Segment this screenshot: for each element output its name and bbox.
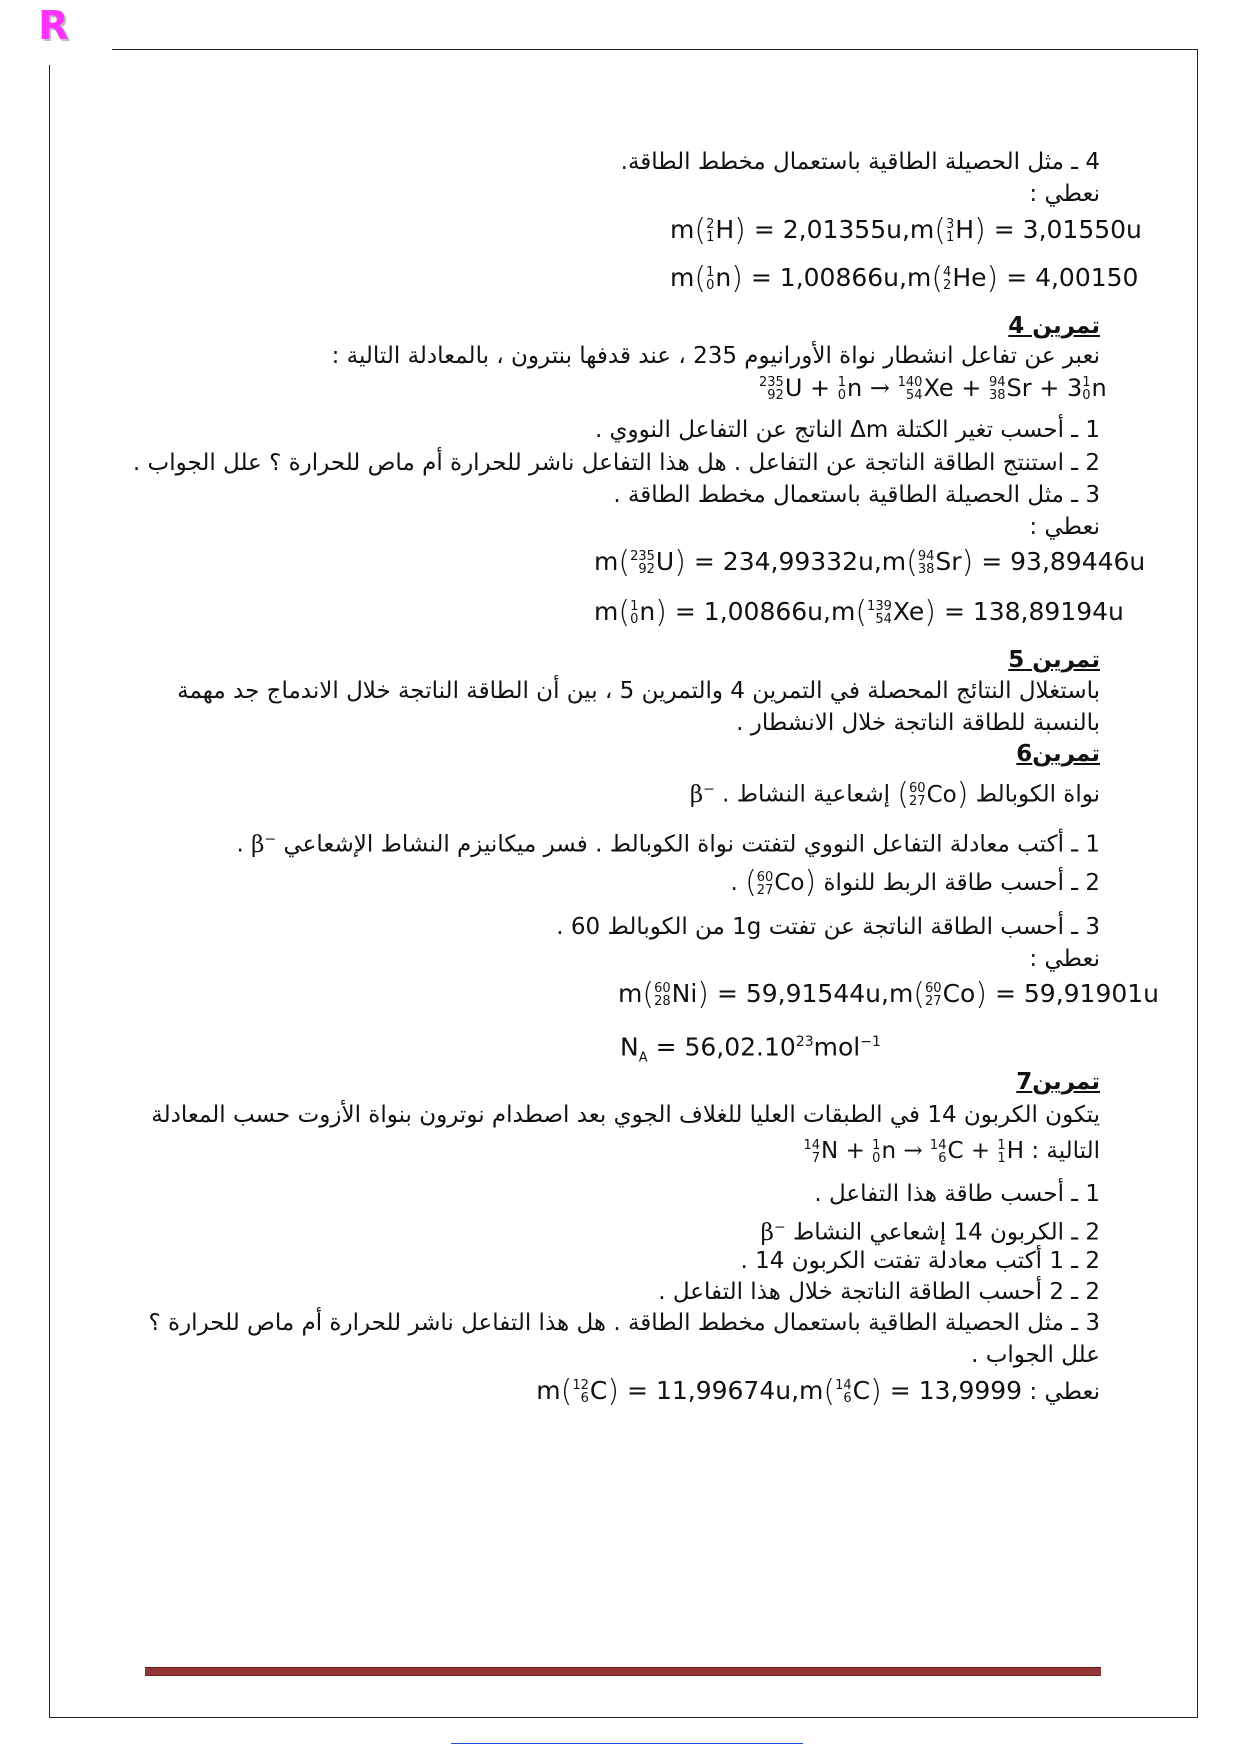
mass-equation-h: m( 2 1 H) = 2,01355u,m( 3 1 H) = 3,01550u: [670, 213, 1142, 248]
given-label: نعطي :: [1029, 946, 1100, 972]
exercise7-line2: التالية : 14 7 N + 1 0 n → 14 6 C + 1 1 H: [803, 1137, 1100, 1166]
mass-equation-n-he: m( 1 0 n) = 1,00866u,m( 4 2 He) = 4,00150: [670, 261, 1139, 296]
exercise5-line1: باستغلال النتائج المحصلة في التمرين 4 والتمرين 5 ، بين أن الطاقة الناتجة خلال الاندماج جد مهمة: [177, 678, 1100, 704]
left-border: [49, 65, 50, 1718]
exercise4-intro: نعبر عن تفاعل انشطار نواة الأورانيوم 235 ، عند قدفها بنترون ، بالمعادلة التالية :: [331, 343, 1100, 369]
exercise7-title: تمرين7: [1016, 1069, 1100, 1095]
mass-equation-ni-co: m( 60 28 Ni) = 59,91544u,m( 60 27 Co) = 59,91901u: [618, 977, 1160, 1012]
exercise4-question2: 2 ـ استنتج الطاقة الناتجة عن التفاعل . هل هذا التفاعل ناشر للحرارة أم ماص للحرارة ؟ علل الجواب .: [132, 450, 1100, 476]
exercise6-intro: نواة الكوبالط ( 60 27 Co) إشعاعية النشاط . β−: [689, 776, 1100, 812]
avogadro-constant: $N_A = 56,02.10^{23}mol^{-1}$: [620, 1032, 881, 1066]
footer-rule: [145, 1667, 1101, 1676]
bottom-border: [49, 1717, 1198, 1718]
given-label: نعطي :: [1029, 181, 1100, 207]
exercise6-question3: 3 ـ أحسب الطاقة الناتجة عن تفتت 1g من الكوبالط 60 .: [556, 914, 1100, 940]
fission-equation: 235 92 U + 1 0 n → 140 54 Xe + 94 38 Sr + 3 1 0 n: [759, 374, 1107, 403]
exercise5-line2: بالنسبة للطاقة الناتجة خلال الانشطار .: [736, 710, 1100, 736]
exercise7-question3-line2: علل الجواب .: [971, 1342, 1100, 1368]
exercise7-question2-2: 2 ـ 2 أحسب الطاقة الناتجة خلال هذا التفاعل .: [658, 1279, 1100, 1305]
top-border: [112, 49, 1198, 50]
exercise7-question2-1: 2 ـ 1 أكتب معادلة تفتت الكربون 14 .: [740, 1248, 1100, 1274]
logo-r: R: [38, 3, 69, 49]
exercise5-title: تمرين 5: [1008, 647, 1100, 673]
exercise4-question3: 3 ـ مثل الحصيلة الطاقية باستعمال مخطط الطاقة .: [613, 482, 1100, 508]
mass-equation-n-xe: m( 1 0 n) = 1,00866u,m( 139 54 Xe) = 138,89194u: [594, 595, 1124, 630]
exercise4-question1: 1 ـ أحسب تغير الكتلة Δm الناتج عن التفاعل النووي .: [594, 417, 1100, 443]
exercise6-question2: 2 ـ أحسب طاقة الربط للنواة ( 60 27 Co) .: [730, 865, 1100, 900]
exercise4-title: تمرين 4: [1008, 313, 1100, 339]
exercise7-question3-line1: 3 ـ مثل الحصيلة الطاقية باستعمال مخطط الطاقة . هل هذا التفاعل ناشر للحرارة أم ماص للحرارة ؟: [148, 1310, 1100, 1336]
exercise6-question1: 1 ـ أكتب معادلة التفاعل النووي لتفتت نواة الكوبالط . فسر ميكانيزم النشاط الإشعاعي β− .: [236, 831, 1100, 858]
exercise7-question2: 2 ـ الكربون 14 إشعاعي النشاط β−: [760, 1219, 1100, 1246]
footer-link-underline[interactable]: [451, 1743, 803, 1744]
given-label: نعطي :: [1029, 514, 1100, 540]
exercise6-title: تمرين6: [1016, 741, 1100, 767]
mass-equation-u-sr: m( 235 92 U) = 234,99332u,m( 94 38 Sr) = 93,89446u: [594, 545, 1146, 580]
exercise3-question4: 4 ـ مثل الحصيلة الطاقية باستعمال مخطط الطاقة.: [620, 149, 1100, 175]
exercise7-question1: 1 ـ أحسب طاقة هذا التفاعل .: [814, 1181, 1100, 1207]
exercise7-line1: يتكون الكربون 14 في الطبقات العليا للغلاف الجوي بعد اصطدام نوترون بنواة الأزوت حسب المعادلة: [151, 1102, 1100, 1128]
right-border: [1197, 49, 1198, 1718]
exercise7-given: نعطي : m( 12 6 C) = 11,99674u,m( 14 6 C) = 13,9999: [536, 1374, 1100, 1409]
